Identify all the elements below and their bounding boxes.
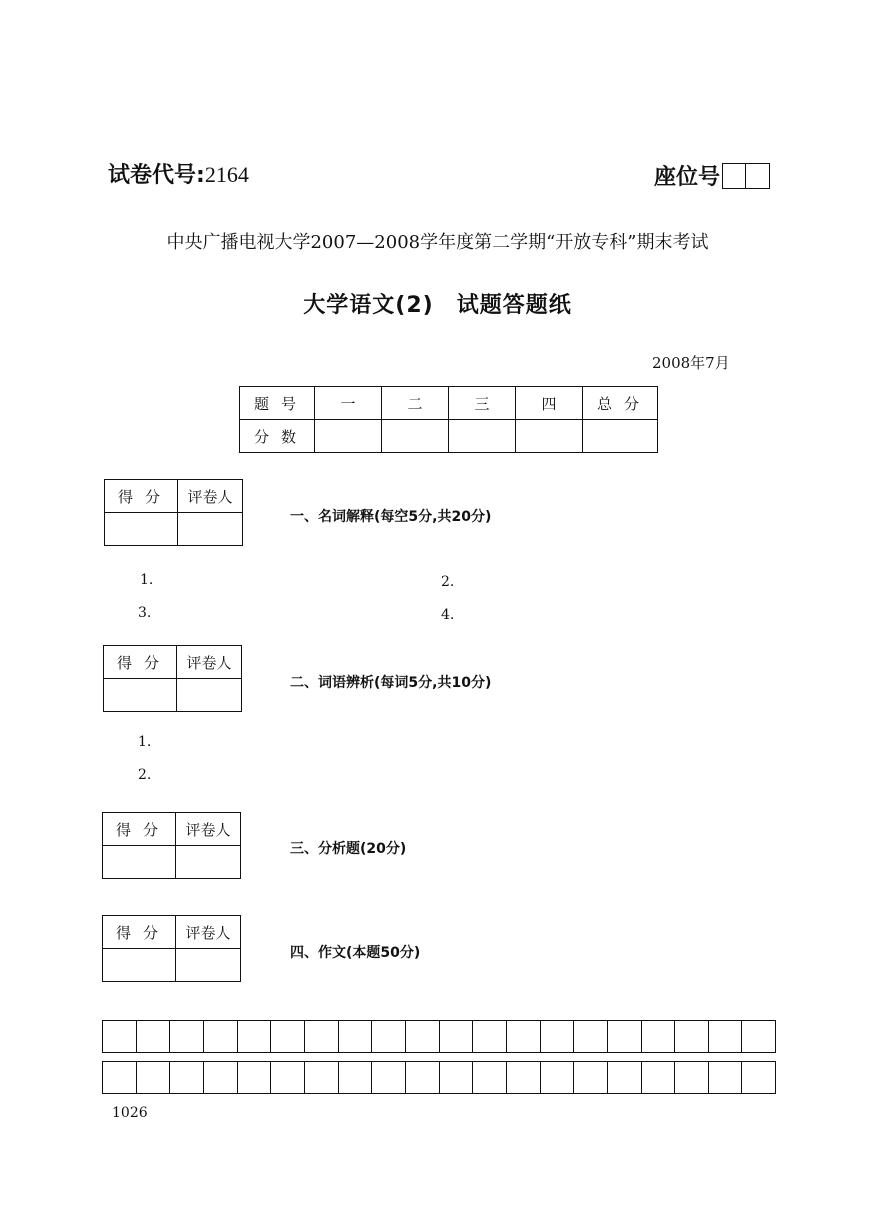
grader-score-cell[interactable] xyxy=(104,679,177,712)
grader-name-label: 评卷人 xyxy=(176,916,241,949)
section-1-item-1: 1. xyxy=(140,572,154,588)
essay-cell[interactable] xyxy=(675,1062,709,1093)
section-1-item-4: 4. xyxy=(441,607,455,623)
essay-cell[interactable] xyxy=(709,1021,743,1052)
section-4-title: 四、作文(本题50分) xyxy=(290,945,421,961)
essay-cell[interactable] xyxy=(103,1021,137,1052)
grader-box-3 xyxy=(102,812,241,879)
paper-code-number: 2164 xyxy=(204,162,249,187)
essay-cell[interactable] xyxy=(440,1062,474,1093)
score-cell-1[interactable] xyxy=(315,420,382,453)
exam-title: 中央广播电视大学2007—2008学年度第二学期“开放专科”期末考试 xyxy=(166,232,709,253)
essay-cell[interactable] xyxy=(372,1062,406,1093)
score-value-row xyxy=(240,420,658,453)
grader-score-cell[interactable] xyxy=(103,846,176,879)
essay-cell[interactable] xyxy=(473,1062,507,1093)
essay-cell[interactable] xyxy=(339,1062,373,1093)
score-label: 分数 xyxy=(240,420,315,453)
score-summary-table xyxy=(239,386,658,453)
seat-box-2[interactable] xyxy=(746,163,770,189)
col-4: 四 xyxy=(516,387,583,420)
essay-cell[interactable] xyxy=(675,1021,709,1052)
col-2: 二 xyxy=(382,387,449,420)
essay-cell[interactable] xyxy=(742,1021,776,1052)
section-3-title: 三、分析题(20分) xyxy=(290,841,407,857)
seat-box-1[interactable] xyxy=(722,163,746,189)
essay-cell[interactable] xyxy=(170,1062,204,1093)
section-2-title: 二、词语辨析(每词5分,共10分) xyxy=(290,675,492,691)
essay-grid xyxy=(102,1020,776,1094)
essay-cell[interactable] xyxy=(608,1062,642,1093)
score-cell-2[interactable] xyxy=(382,420,449,453)
essay-cell[interactable] xyxy=(642,1021,676,1052)
grader-box-4 xyxy=(102,915,241,982)
essay-cell[interactable] xyxy=(271,1021,305,1052)
essay-grid-row xyxy=(102,1061,776,1094)
paper-code xyxy=(108,158,249,189)
seat-number xyxy=(654,160,770,191)
essay-cell[interactable] xyxy=(541,1021,575,1052)
question-number-label: 题号 xyxy=(240,387,315,420)
essay-cell[interactable] xyxy=(507,1021,541,1052)
essay-cell[interactable] xyxy=(137,1062,171,1093)
grader-score-label: 得分 xyxy=(104,646,177,679)
col-3: 三 xyxy=(449,387,516,420)
section-2-item-2: 2. xyxy=(138,767,152,783)
essay-cell[interactable] xyxy=(372,1021,406,1052)
grader-score-label: 得分 xyxy=(105,480,178,513)
essay-cell[interactable] xyxy=(137,1021,171,1052)
col-1: 一 xyxy=(315,387,382,420)
section-1-item-2: 2. xyxy=(441,574,455,590)
essay-cell[interactable] xyxy=(406,1021,440,1052)
exam-date: 2008年7月 xyxy=(652,354,730,372)
grader-box-1 xyxy=(104,479,243,546)
essay-cell[interactable] xyxy=(473,1021,507,1052)
essay-cell[interactable] xyxy=(238,1062,272,1093)
essay-cell[interactable] xyxy=(305,1062,339,1093)
grader-name-label: 评卷人 xyxy=(178,480,243,513)
grader-name-cell[interactable] xyxy=(176,846,241,879)
grader-name-label: 评卷人 xyxy=(176,813,241,846)
grader-name-label: 评卷人 xyxy=(177,646,242,679)
essay-cell[interactable] xyxy=(271,1062,305,1093)
subject-title: 大学语文(2) 试题答题纸 xyxy=(303,293,572,318)
paper-code-label: 试卷代号: xyxy=(108,163,205,188)
grader-score-label: 得分 xyxy=(103,916,176,949)
essay-cell[interactable] xyxy=(642,1062,676,1093)
grader-score-cell[interactable] xyxy=(103,949,176,982)
grader-name-cell[interactable] xyxy=(177,679,242,712)
section-2-item-1: 1. xyxy=(138,734,152,750)
grader-box-2 xyxy=(103,645,242,712)
grader-score-cell[interactable] xyxy=(105,513,178,546)
seat-label: 座位号 xyxy=(654,165,721,190)
essay-cell[interactable] xyxy=(574,1062,608,1093)
score-cell-3[interactable] xyxy=(449,420,516,453)
essay-cell[interactable] xyxy=(204,1062,238,1093)
essay-cell[interactable] xyxy=(305,1021,339,1052)
score-cell-total[interactable] xyxy=(583,420,658,453)
essay-cell[interactable] xyxy=(507,1062,541,1093)
essay-cell[interactable] xyxy=(742,1062,776,1093)
col-total: 总分 xyxy=(583,387,658,420)
score-header-row xyxy=(240,387,658,420)
essay-cell[interactable] xyxy=(103,1062,137,1093)
essay-cell[interactable] xyxy=(238,1021,272,1052)
essay-cell[interactable] xyxy=(170,1021,204,1052)
essay-cell[interactable] xyxy=(204,1021,238,1052)
essay-cell[interactable] xyxy=(608,1021,642,1052)
essay-cell[interactable] xyxy=(541,1062,575,1093)
essay-cell[interactable] xyxy=(440,1021,474,1052)
essay-grid-row xyxy=(102,1020,776,1053)
essay-cell[interactable] xyxy=(574,1021,608,1052)
grader-score-label: 得分 xyxy=(103,813,176,846)
grader-name-cell[interactable] xyxy=(176,949,241,982)
section-1-item-3: 3. xyxy=(138,605,152,621)
essay-cell[interactable] xyxy=(709,1062,743,1093)
essay-cell[interactable] xyxy=(406,1062,440,1093)
section-1-title: 一、名词解释(每空5分,共20分) xyxy=(290,509,492,525)
essay-cell[interactable] xyxy=(339,1021,373,1052)
grader-name-cell[interactable] xyxy=(178,513,243,546)
score-cell-4[interactable] xyxy=(516,420,583,453)
page-number: 1026 xyxy=(112,1105,148,1121)
